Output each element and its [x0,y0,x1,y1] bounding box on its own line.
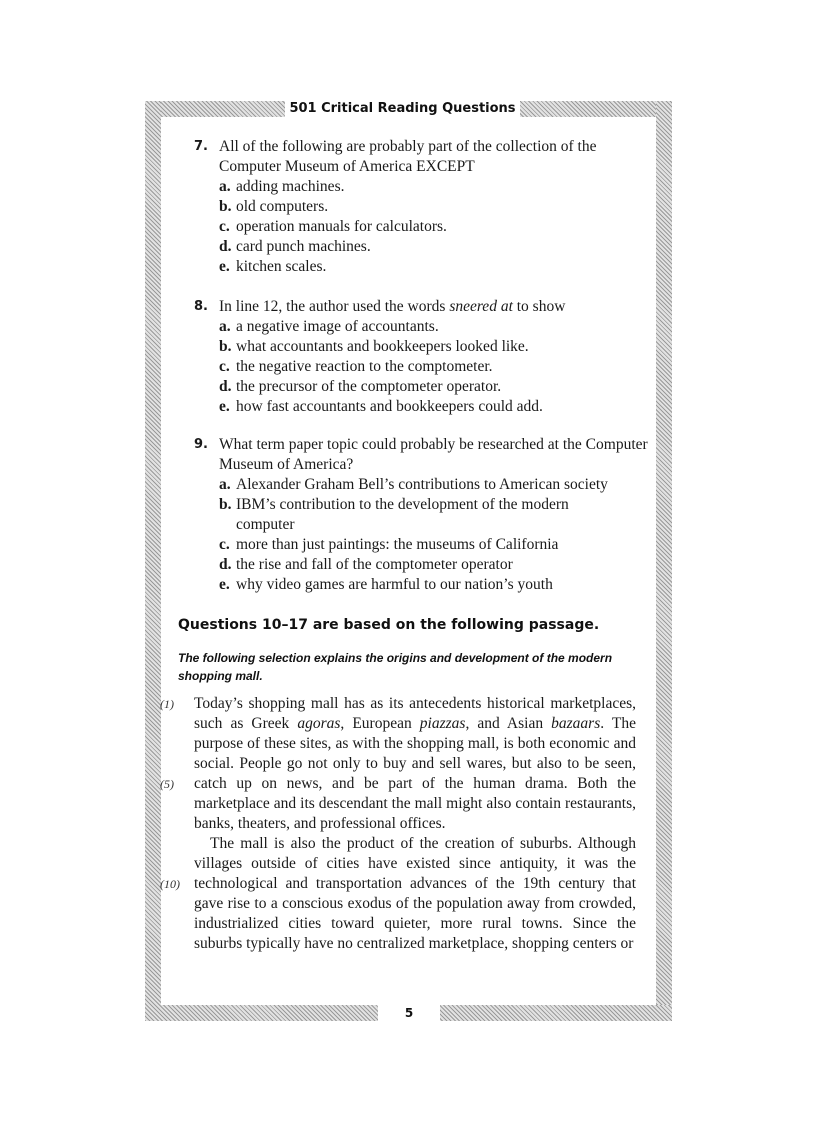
answer-option [219,575,654,595]
passage-intro: The following selection explains the origins and development of the modern shopping mall. [178,651,613,683]
answer-option [219,357,654,377]
passage-paragraph: The mall is also the product of the creation of suburbs. Although villages outside of cities have existed since antiquity, it was the technological and transportation advances of the 19th century that gave rise to a conscious exodus of the population away from crowded, industrialized cities toward quieter, more rural towns. Since the suburbs typically have no centralized marketplace, shopping centers or [194,835,636,952]
answer-option [219,495,654,535]
stem-italic-phrase: sneered at [449,298,513,315]
answer-option [219,217,654,237]
answer-option [219,337,654,357]
answer-option [219,377,654,397]
page-number: 5 [378,1005,440,1021]
passage-text: Today’s shopping mall has as its antecedents historical marketplaces, such as Greek [194,695,636,732]
option-text: what accountants and bookkeepers looked like. [236,338,529,355]
option-letter: b. [219,338,232,355]
option-letter: a. [219,318,231,335]
question-stem: All of the following are probably part of the collection of the Computer Museum of America EXCEPT [219,138,597,175]
section-heading: Questions 10–17 are based on the following passage. [178,617,600,633]
option-text: the negative reaction to the comptometer. [236,358,493,375]
option-letter: b. [219,198,232,215]
question-7 [194,137,654,277]
answer-option [219,535,654,555]
stem-text-part: In line 12, the author used the words [219,298,450,315]
answer-option [219,237,654,257]
option-text: why video games are harmful to our nation’s youth [236,576,553,593]
option-text: how fast accountants and bookkeepers could add. [236,398,543,415]
question-number: 8. [194,299,208,314]
question-stem [219,297,654,317]
passage-italic-term: piazzas [419,715,466,732]
question-8 [194,297,654,417]
option-letter: d. [219,378,232,395]
option-text: the precursor of the comptometer operator. [236,378,502,395]
frame-left-border [145,101,161,1021]
option-text: Alexander Graham Bell’s contributions to American society [236,476,608,493]
option-letter: e. [219,576,230,593]
answer-option [219,555,654,575]
option-letter: e. [219,258,230,275]
option-text: kitchen scales. [236,258,327,275]
question-stem: What term paper topic could probably be researched at the Computer Museum of America? [219,436,648,473]
question-number: 9. [194,437,208,452]
option-letter: a. [219,178,231,195]
question-number: 7. [194,139,208,154]
option-letter: c. [219,218,230,235]
question-9 [194,435,654,595]
option-letter: a. [219,476,231,493]
answer-option [219,397,654,417]
option-letter: c. [219,536,230,553]
passage-italic-term: agoras [297,715,341,732]
option-text: more than just paintings: the museums of California [236,536,559,553]
option-letter: e. [219,398,230,415]
running-header-title: 501 Critical Reading Questions [285,101,520,117]
option-text: old computers. [236,198,329,215]
option-text: the rise and fall of the comptometer operator [236,556,513,573]
option-text: card punch machines. [236,238,371,255]
option-letter: d. [219,238,232,255]
line-number: (1) [160,697,174,711]
answer-option [219,317,654,337]
passage-paragraph [194,694,636,834]
answer-option [219,257,654,277]
option-letter: d. [219,556,232,573]
option-text: a negative image of accountants. [236,318,439,335]
option-text: adding machines. [236,178,345,195]
reading-passage [194,694,636,954]
line-number: (5) [160,777,174,791]
option-text: operation manuals for calculators. [236,218,447,235]
passage-text: , and Asian [465,715,552,732]
stem-text-part: to show [512,298,566,315]
answer-option [219,177,654,197]
passage-text: . The purpose of these sites, as with the shopping mall, is both economic and social. People go not only to buy and sell wares, but also to be seen, catch up on news, and be part of the human drama. Both the marketplace and its descendant the mall might also contain restaurants, banks, theaters, and professional offices. [194,715,636,832]
answer-option [219,475,654,495]
answer-option [219,197,654,217]
option-letter: c. [219,358,230,375]
option-text: IBM’s contribution to the development of the modern computer [236,496,569,533]
frame-right-border [656,101,672,1021]
passage-italic-term: bazaars [551,715,601,732]
option-letter: b. [219,496,232,513]
passage-text: , European [340,715,420,732]
line-number: (10) [160,877,180,891]
